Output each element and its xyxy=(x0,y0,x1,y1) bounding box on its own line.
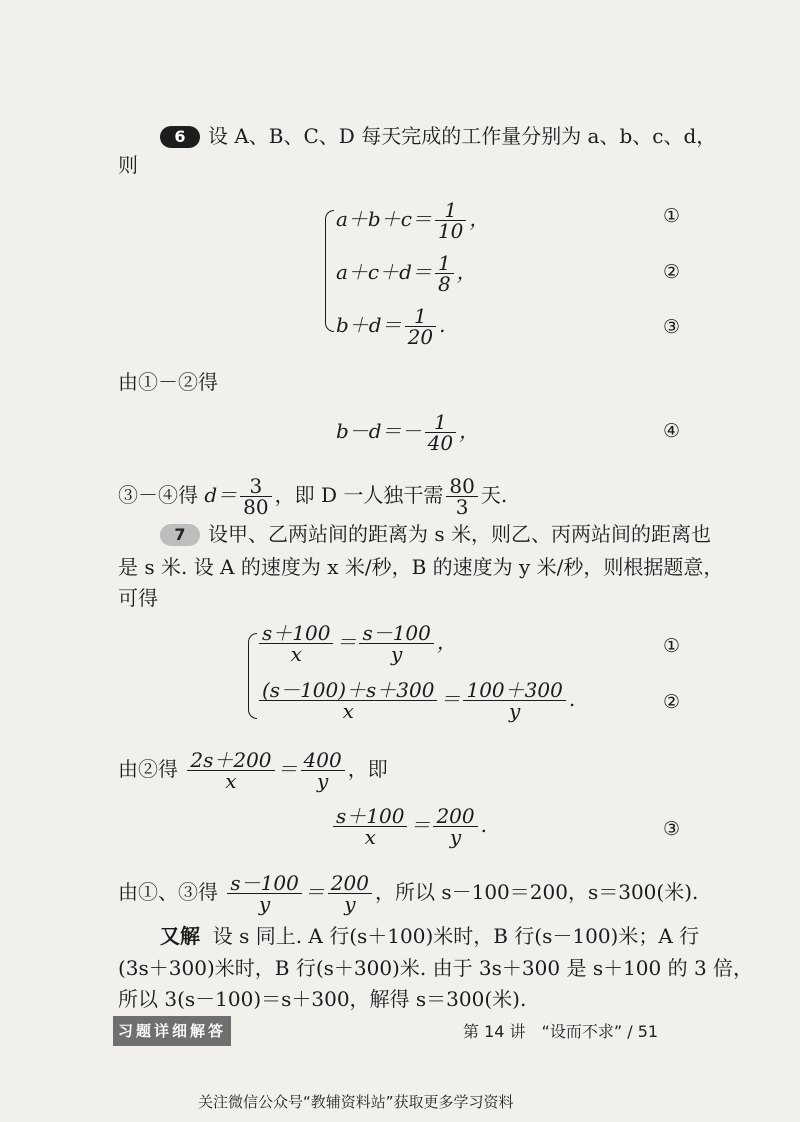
equation-4 xyxy=(336,412,479,453)
p7-f2-right-frac xyxy=(301,750,345,791)
alt-solution-line-3: 所以 3(s－100)＝s＋300，解得 s＝300(米). xyxy=(118,987,527,1011)
eq4-num: 1 xyxy=(425,412,456,433)
alt-solution-line-1 xyxy=(160,923,699,949)
p7-f2-ln: 2s＋200 xyxy=(187,750,274,771)
p7-f13-rd: y xyxy=(344,892,356,916)
p7-from-1-3-line xyxy=(118,873,698,914)
eq3-tag: ③ xyxy=(663,316,681,338)
eq2-end: ， xyxy=(456,260,477,284)
p7-f2-mid: ＝ xyxy=(277,757,298,781)
eq2-left: a＋c＋d＝ xyxy=(336,260,432,284)
problem-6-badge: 6 xyxy=(160,126,200,148)
subtract-1-2-text: 由①－②得 xyxy=(118,370,218,394)
result-line-6 xyxy=(118,476,507,517)
p7-e1-rn: s－100 xyxy=(359,623,433,644)
p7-e2-left-frac xyxy=(259,680,437,721)
eq1-den: 10 xyxy=(437,219,464,243)
p7-e3-ln: s＋100 xyxy=(333,806,407,827)
eq1-fraction xyxy=(435,200,466,241)
p7-e1-end: ， xyxy=(436,630,457,654)
p7-f2-rd: y xyxy=(316,769,329,793)
footer-note: 关注微信公众号“教辅资料站”获取更多学习资料 xyxy=(198,1093,514,1111)
p7-e2-right-frac xyxy=(463,680,565,721)
eq3-end: . xyxy=(439,313,446,337)
res-a: ③－④得 xyxy=(118,483,198,507)
eq2-tag: ② xyxy=(663,261,681,283)
equation-1 xyxy=(336,200,489,241)
p7-e2-tag: ② xyxy=(663,691,681,713)
p7-e1-left-frac xyxy=(259,623,333,664)
p7-e2-ln: (s－100)＋s＋300 xyxy=(259,680,437,701)
lecture-separator: / xyxy=(627,1022,633,1041)
res-c: ，即 D 一人独干需 xyxy=(274,483,444,507)
p7-f13-mid: ＝ xyxy=(304,880,325,904)
equation-2 xyxy=(336,253,477,294)
p7-e1-rd: y xyxy=(391,642,403,666)
p7-f2-left-frac xyxy=(187,750,274,791)
p7-e1-ld: x xyxy=(290,642,302,666)
p7-f13-ln: s－100 xyxy=(227,873,301,894)
p7-e2-mid: ＝ xyxy=(440,687,461,711)
lecture-title: 第 14 讲 “设而不求” xyxy=(463,1022,623,1041)
res-den2: 3 xyxy=(455,495,469,519)
p7-f2-end: ，即 xyxy=(347,757,388,781)
res-d: 天. xyxy=(480,483,508,507)
eq1-end: ， xyxy=(469,207,490,231)
p7-equation-2 xyxy=(256,680,575,721)
p7-f2-rn: 400 xyxy=(301,750,345,771)
p7-from2: 由②得 xyxy=(118,757,178,781)
p7-e3-rn: 200 xyxy=(433,806,477,827)
eq3-num: 1 xyxy=(405,306,436,327)
eq1-left: a＋b＋c＝ xyxy=(336,207,432,231)
eq4-den: 40 xyxy=(427,431,454,455)
eq4-end: ， xyxy=(459,419,480,443)
res-den: 80 xyxy=(243,495,269,519)
p7-e1-mid: ＝ xyxy=(336,630,357,654)
problem-6-line-2: 则 xyxy=(118,153,138,177)
eq2-fraction xyxy=(435,253,454,294)
eq2-num: 1 xyxy=(435,253,454,274)
p7-e1-tag: ① xyxy=(663,635,681,657)
eq4-tag: ④ xyxy=(663,420,681,442)
lecture-info xyxy=(463,1019,658,1042)
problem-7-line-1 xyxy=(160,521,711,547)
p7-f13-expr xyxy=(224,871,375,916)
eq4-fraction xyxy=(425,412,456,453)
p7-f13-rn: 200 xyxy=(328,873,372,894)
eq4-left: b－d＝－ xyxy=(336,419,422,443)
p7-e2-rd: y xyxy=(509,699,521,723)
res-fraction-2 xyxy=(446,476,477,517)
eq3-fraction xyxy=(405,306,436,347)
equation-3 xyxy=(336,306,445,347)
p7-f13-right-frac xyxy=(328,873,372,914)
res-num2: 80 xyxy=(446,476,477,497)
system-brace-1 xyxy=(325,210,334,332)
problem-7-line-3: 可得 xyxy=(118,586,158,610)
p7-e1-right-frac xyxy=(359,623,433,664)
p7-f2-ld: x xyxy=(225,769,237,793)
p7-e3-tag: ③ xyxy=(663,818,681,840)
eq1-tag: ① xyxy=(663,205,681,227)
problem-7-text-1: 设甲、乙两站间的距离为 s 米，则乙、丙两站间的距离也 xyxy=(208,522,711,546)
p7-equation-3 xyxy=(330,806,487,847)
eq2-den: 8 xyxy=(437,272,451,296)
p7-e3-right-frac xyxy=(433,806,477,847)
section-label: 习题详细解答 xyxy=(113,1016,231,1046)
p7-e3-end: . xyxy=(480,813,487,837)
res-b: d＝ xyxy=(204,483,238,507)
eq1-num: 1 xyxy=(435,200,466,221)
res-num: 3 xyxy=(240,476,271,497)
problem-6-text-1: 设 A、B、C、D 每天完成的工作量分别为 a、b、c、d， xyxy=(208,124,717,148)
p7-f13-ld: y xyxy=(258,892,271,916)
eq3-den: 20 xyxy=(407,325,434,349)
p7-e2-end: . xyxy=(568,687,576,711)
alt-solution-text-1: 设 s 同上. A 行(s＋100)米时，B 行(s－100)米；A 行 xyxy=(212,924,700,948)
p7-e3-left-frac xyxy=(333,806,407,847)
p7-e3-rd: y xyxy=(449,825,462,849)
page-number: 51 xyxy=(637,1022,659,1041)
p7-f2-expr xyxy=(184,748,347,793)
alt-solution-line-2: (3s＋300)米时，B 行(s＋300)米. 由于 3s＋300 是 s＋100 的 3 倍， xyxy=(118,956,754,980)
p7-e3-mid: ＝ xyxy=(410,813,431,837)
p7-f13-left-frac xyxy=(227,873,301,914)
problem-6-line-1 xyxy=(160,123,716,149)
p7-from-2-line xyxy=(118,750,388,791)
alt-solution-label: 又解 xyxy=(160,924,200,948)
p7-e2-rn: 100＋300 xyxy=(463,680,565,701)
p7-f13-end: ，所以 s－100＝200，s＝300(米). xyxy=(374,880,699,904)
problem-7-badge: 7 xyxy=(160,524,200,546)
p7-e3-ld: x xyxy=(364,825,376,849)
p7-equation-1 xyxy=(256,623,457,664)
p7-from13: 由①、③得 xyxy=(118,880,218,904)
problem-7-line-2: 是 s 米. 设 A 的速度为 x 米/秒，B 的速度为 y 米/秒，则根据题意， xyxy=(118,555,724,579)
res-fraction-1 xyxy=(240,476,271,517)
eq3-left: b＋d＝ xyxy=(336,313,402,337)
p7-e2-ld: x xyxy=(342,699,354,723)
p7-e1-ln: s＋100 xyxy=(259,623,333,644)
